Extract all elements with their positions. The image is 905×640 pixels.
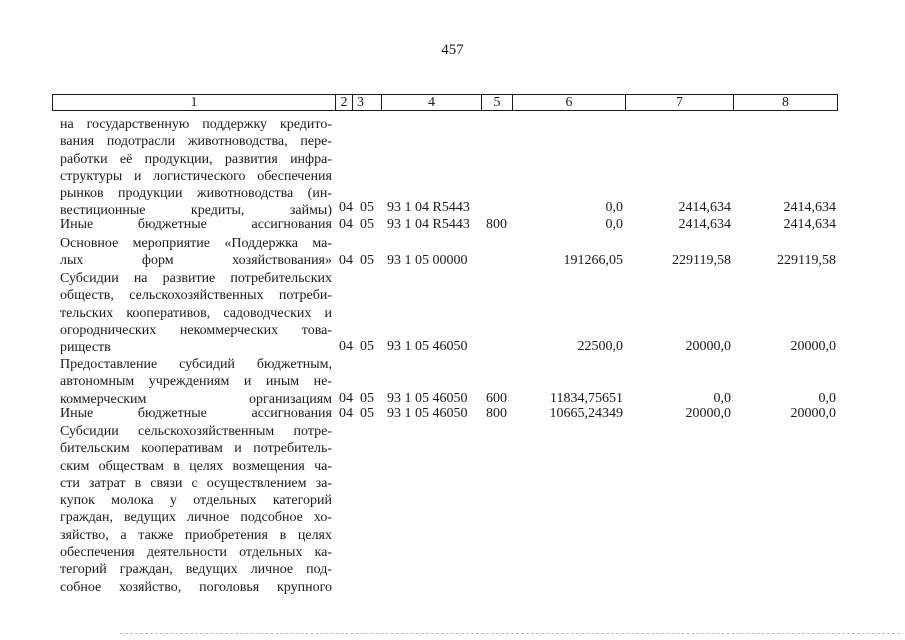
header-col-1: 1 xyxy=(190,95,198,110)
cell-pr: 05 xyxy=(360,406,374,421)
cell-value-8: 0,0 xyxy=(818,391,836,406)
header-col-6: 6 xyxy=(512,95,625,110)
cell-pr: 05 xyxy=(360,391,374,406)
cell-csr: 93 1 05 46050 xyxy=(387,406,468,421)
cell-value-7: 0,0 xyxy=(713,391,731,406)
cell-rz: 04 xyxy=(339,200,353,215)
row-description: Предоставление субсидий бюджетным, автономным учреждениям и иным не- коммерческим организациям xyxy=(60,357,332,407)
cell-csr: 93 1 04 R5443 xyxy=(387,200,470,215)
header-col-4: 4 xyxy=(381,95,481,110)
cell-value-7: 2414,634 xyxy=(678,217,731,232)
header-col-7: 7 xyxy=(625,95,733,110)
header-col-8: 8 xyxy=(733,95,837,110)
cell-rz: 04 xyxy=(339,391,353,406)
cell-value-8: 20000,0 xyxy=(790,406,836,421)
cell-value-6: 191266,05 xyxy=(563,253,623,268)
cell-pr: 05 xyxy=(360,200,374,215)
header-col-2: 2 xyxy=(335,95,352,110)
cell-rz: 04 xyxy=(339,217,353,232)
scan-artifact-line xyxy=(120,633,900,635)
row-description: Субсидии сельскохозяйственным потре- бительским кооперативам и потребитель- ским обществам в целях возмещения ча- сти затрат в связи с осуществлением за- купок молока у отдельных категорий граждан, ведущих личное подсобное хо- зяйство, а также приобретения в целях обеспечения деятельности отдельных ка- тегорий граждан, ведущих личное под- собное хозяйство, поголовья крупного xyxy=(60,424,332,595)
cell-value-6: 0,0 xyxy=(605,200,623,215)
cell-value-6: 0,0 xyxy=(605,217,623,232)
cell-value-8: 229119,58 xyxy=(777,253,836,268)
cell-vr: 600 xyxy=(486,391,507,406)
header-col-5: 5 xyxy=(481,95,512,110)
cell-pr: 05 xyxy=(360,339,374,354)
cell-value-6: 10665,24349 xyxy=(549,406,623,421)
cell-vr: 800 xyxy=(486,406,507,421)
cell-value-6: 11834,75651 xyxy=(550,391,623,406)
row-description: Субсидии на развитие потребительских обществ, сельскохозяйственных потреби- тельских кооперативов, садоводческих и огороднических некоммерческих това- риществ xyxy=(60,271,332,356)
cell-value-7: 229119,58 xyxy=(672,253,731,268)
cell-pr: 05 xyxy=(360,217,374,232)
cell-rz: 04 xyxy=(339,253,353,268)
cell-csr: 93 1 05 46050 xyxy=(387,339,468,354)
cell-value-7: 2414,634 xyxy=(678,200,731,215)
table-header xyxy=(52,94,838,111)
cell-value-7: 20000,0 xyxy=(685,406,731,421)
row-description: на государственную поддержку кредито- вания подотрасли животноводства, пере- работки её продукции, развития инфра- структуры и логистического обеспечения рынков продукции животноводства (ин- вестиционные кредиты, займы) xyxy=(60,117,332,219)
cell-rz: 04 xyxy=(339,406,353,421)
row-description: Иные бюджетные ассигнования xyxy=(60,406,332,421)
page-number: 457 xyxy=(441,42,464,58)
cell-rz: 04 xyxy=(339,339,353,354)
header-col-3: 3 xyxy=(352,95,381,110)
cell-vr: 800 xyxy=(486,217,507,232)
cell-pr: 05 xyxy=(360,253,374,268)
cell-value-6: 22500,0 xyxy=(577,339,623,354)
cell-csr: 93 1 04 R5443 xyxy=(387,217,470,232)
cell-value-8: 2414,634 xyxy=(783,217,836,232)
row-description: Основное мероприятие «Поддержка ма- лых форм хозяйствования» xyxy=(60,236,332,269)
cell-csr: 93 1 05 46050 xyxy=(387,391,468,406)
cell-csr: 93 1 05 00000 xyxy=(387,253,468,268)
cell-value-8: 2414,634 xyxy=(783,200,836,215)
cell-value-8: 20000,0 xyxy=(790,339,836,354)
row-description: Иные бюджетные ассигнования xyxy=(60,217,332,232)
cell-value-7: 20000,0 xyxy=(685,339,731,354)
